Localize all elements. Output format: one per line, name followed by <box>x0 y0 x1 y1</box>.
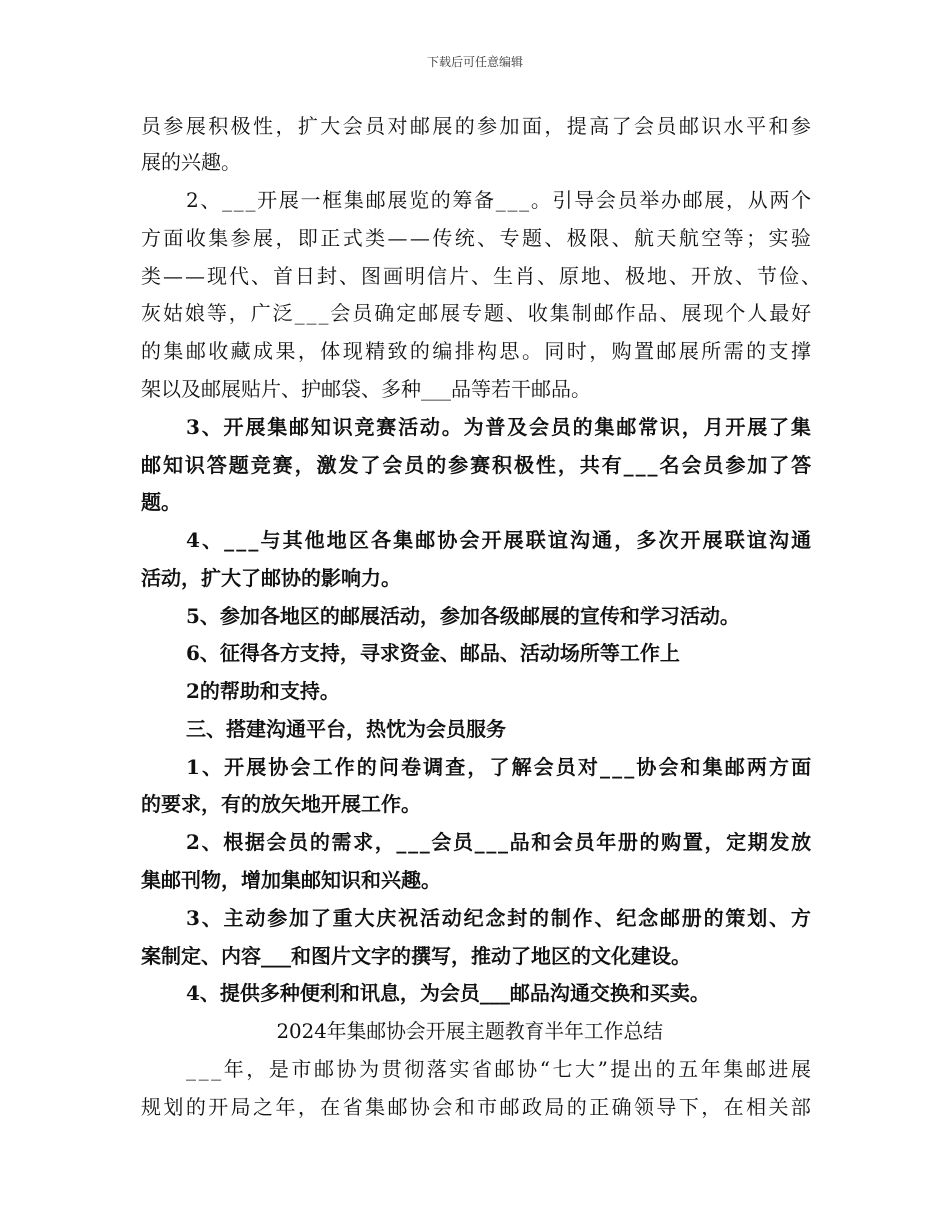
text-line: 邮知识答题竞赛，激发了会员的参赛积极性，共有___名会员参加了答 <box>141 453 814 477</box>
text-line: 类——现代、首日封、图画明信片、生肖、原地、极地、开放、节俭、 <box>141 264 823 288</box>
text-line: 员参展积极性，扩大会员对邮展的参加面，提高了会员邮识水平和参 <box>141 114 814 138</box>
text-line: 案制定、内容___和图片文字的撰写，推动了地区的文化建设。 <box>141 944 691 968</box>
text-line: 活动，扩大了邮协的影响力。 <box>141 566 401 590</box>
text-line: 的要求，有的放矢地开展工作。 <box>141 792 421 816</box>
text-line: 2024年集邮协会开展主题教育半年工作总结 <box>276 1019 664 1043</box>
text-line: 灰姑娘等，广泛___会员确定邮展专题、收集制邮作品、展现个人最好 <box>141 301 814 325</box>
text-line: 3、开展集邮知识竞赛活动。为普及会员的集邮常识，月开展了集 <box>186 415 813 439</box>
text-line: 2、___开展一框集邮展览的筹备___。引导会员举办邮展，从两个 <box>186 188 813 212</box>
text-line: 展的兴趣。 <box>141 150 241 174</box>
text-line: 架以及邮展贴片、护邮袋、多种___品等若干邮品。 <box>141 377 591 401</box>
text-line: 2、根据会员的需求，___会员___品和会员年册的购置，定期发放 <box>186 830 813 854</box>
page-header: 下载后可任意编辑 <box>426 55 523 69</box>
text-line: 集邮刊物，增加集邮知识和兴趣。 <box>141 868 441 892</box>
text-line: 2的帮助和支持。 <box>186 679 340 703</box>
text-line: 1、开展协会工作的问卷调查，了解会员对___协会和集邮两方面 <box>186 755 814 779</box>
text-line: 规划的开局之年，在省集邮协会和市邮政局的正确领导下，在相关部 <box>141 1095 814 1119</box>
text-line: 方面收集参展，即正式类——传统、专题、极限、航天航空等；实验 <box>141 226 814 250</box>
text-line: 的集邮收藏成果，体现精致的编排构思。同时，购置邮展所需的支撑 <box>141 339 814 363</box>
text-line: 4、___与其他地区各集邮协会开展联谊沟通，多次开展联谊沟通 <box>186 528 814 552</box>
text-line: ___年，是市邮协为贯彻落实省邮协“七大”提出的五年集邮进展 <box>186 1057 814 1081</box>
text-line: 题。 <box>141 490 181 514</box>
text-line: 3、主动参加了重大庆祝活动纪念封的制作、纪念邮册的策划、方 <box>186 906 813 930</box>
text-line: 三、搭建沟通平台，热忱为会员服务 <box>186 717 506 741</box>
text-line: 4、提供多种便利和讯息，为会员___邮品沟通交换和买卖。 <box>186 981 710 1005</box>
text-line: 6、征得各方支持，寻求资金、邮品、活动场所等工作上 <box>186 641 680 665</box>
text-line: 5、参加各地区的邮展活动，参加各级邮展的宣传和学习活动。 <box>186 604 740 628</box>
